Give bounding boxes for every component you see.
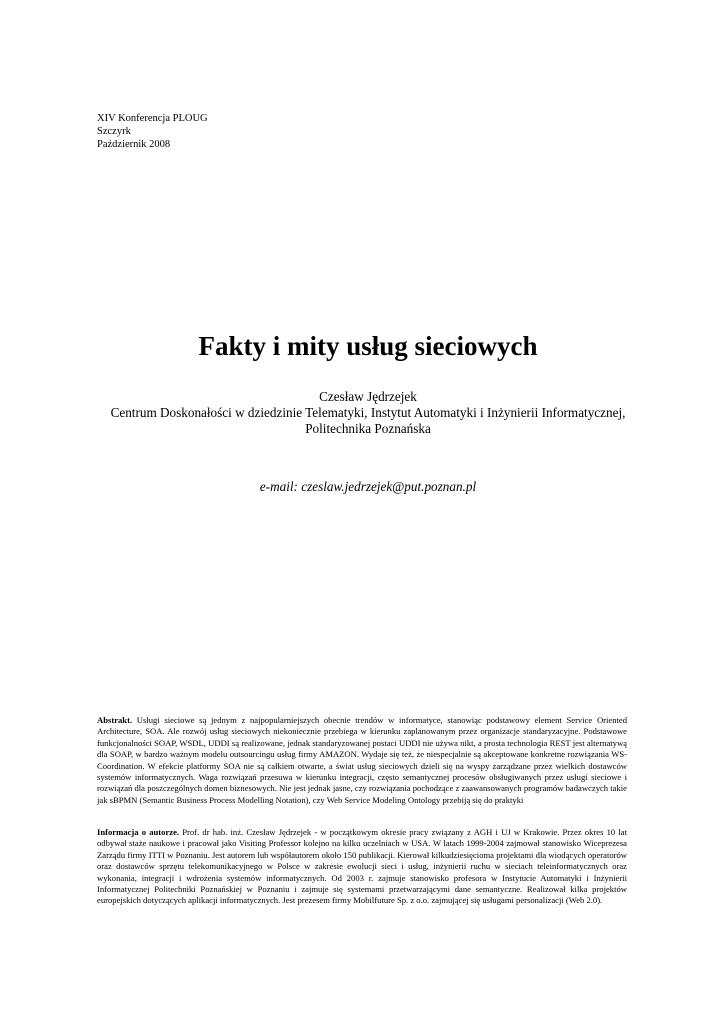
author-name: Czesław Jędrzejek <box>319 389 417 404</box>
author-email: e-mail: czeslaw.jedrzejek@put.poznan.pl <box>259 479 477 494</box>
author-info-text: Prof. dr hab. inż. Czesław Jędrzejek - w początkowym okresie pracy związany z AGH i UJ w Krakowie. Przez okres 10 lat odbywał staże naukowe i pracował jako Visiting Professor kolejno na kilku uczelniach w USA. W latach 1999-2004 zajmował stanowisko Wiceprezesa Zarządu firmy ITTI w Poznaniu. Jest autorem lub współautorem około 150 publikacji. Kierował kilkudziesięcioma projektami dla wiodących operatorów oraz dostawców sprzętu telekomunikacyjnego w Polsce w zakresie ewolucji sieci i usług, inżynierii ruchu w sieciach teleinformatycznych oraz wykonania, integracji i wdrożenia systemów informatycznych. Od 2003 r. zajmuje stanowisko profesora w Instytucie Automatyki i Inżynierii Informatycznej Politechniki Poznańskiej w Poznaniu i zajmuje się systemami przetwarzającymi dane semantyczne. Realizował kilka projektów europejskich dotyczących aplikacji informatycznych. Jest prezesem firmy Mobilfuture Sp. z o.o. zajmującej się usługami personalizacji (Web 2.0). <box>97 827 627 906</box>
author-affiliation: Centrum Doskonałości w dziedzinie Telematyki, Instytut Automatyki i Inżynierii Informatycznej, <box>110 405 626 420</box>
abstract-label: Abstrakt. <box>97 715 137 725</box>
author-block <box>0 389 724 437</box>
conference-info <box>97 112 208 152</box>
author-info-label: Informacja o autorze. <box>97 827 183 837</box>
conference-date: Październik 2008 <box>97 139 171 151</box>
conference-location: Szczyrk <box>97 126 131 138</box>
abstract <box>97 715 627 806</box>
author-institution: Politechnika Poznańska <box>305 421 431 436</box>
abstract-text: Usługi sieciowe są jednym z najpopularniejszych obecnie trendów w informatyce, stanowiąc podstawowy element Service Oriented Architecture, SOA. Ale rozwój usług sieciowych niekoniecznie przebiega w kierunku zaplanowanym przez organizacje standaryzacyjne. Podstawowe funkcjonalności SOAP, WSDL, UDDI są realizowane, jednak standaryzowanej postaci UDDI nie używa nikt, a prosta technologia REST jest alternatywą dla SOAP, w bardzo ważnym modelu outsourcingu usług firmy AMAZON. Wydaje się też, że niespecjalnie są akceptowane konkretne rozwiązania WS-Coordination. W efekcie platformy SOA nie są całkiem otwarte, a świat usług sieciowych dzieli się na wyspy zarządzane przez wielkich dostawców systemów informatycznych. Waga rozwiązań przesuwa w kierunku integracji, często semantycznej procesów obsługiwanych przez usługi sieciowe i rozwiązań dla poszczególnych domen biznesowych. Nie jest jednak jasne, czy rozwiązania pochodzące z zaawansowanych programów badawczych takie jak sBPMN (Semantic Business Process Modelling Notation), czy Web Service Modeling Ontology przebiją się do praktyki <box>97 715 628 805</box>
paper-title: Fakty i mity usług sieciowych <box>198 331 538 361</box>
author-information <box>97 827 627 907</box>
conference-name: XIV Konferencja PLOUG <box>97 113 208 124</box>
